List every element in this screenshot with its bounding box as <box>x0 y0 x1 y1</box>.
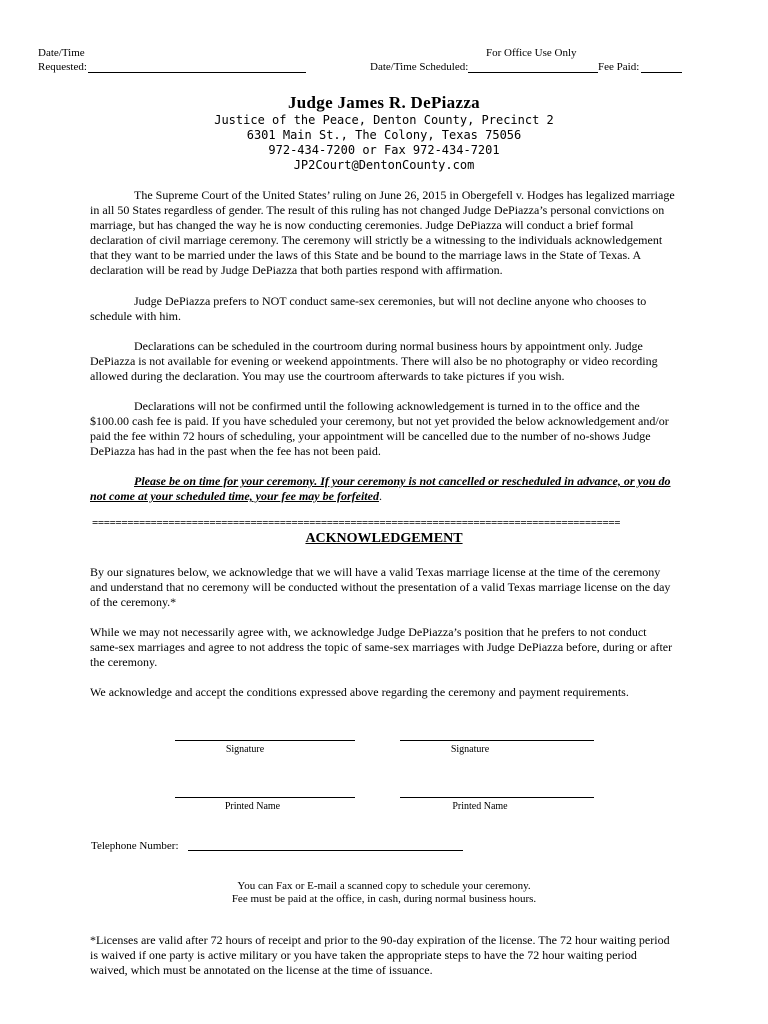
scheduled-field[interactable] <box>468 72 598 73</box>
requested-label: Requested: <box>38 61 87 73</box>
court-name: Justice of the Peace, Denton County, Precinct 2 <box>214 113 554 127</box>
court-phone: 972-434-7200 or Fax 972-434-7201 <box>268 143 500 157</box>
printed-name-line-1[interactable] <box>175 797 355 798</box>
printed-name-line-2[interactable] <box>400 797 594 798</box>
judge-title: Judge James R. DePiazza <box>288 93 480 112</box>
paragraph-warning <box>90 474 675 504</box>
court-address: 6301 Main St., The Colony, Texas 75056 <box>246 128 522 142</box>
requested-field[interactable] <box>88 72 306 73</box>
warning-period: . <box>378 489 382 503</box>
fee-note: Fee must be paid at the office, in cash, during normal business hours. <box>231 893 537 905</box>
paragraph-preference: Judge DePiazza prefers to NOT conduct same-sex ceremonies, but will not decline anyone who chooses to schedule with him. <box>90 294 647 323</box>
court-email: JP2Court@DentonCounty.com <box>293 158 475 172</box>
warning-text: Please be on time for your ceremony. If your ceremony is not cancelled or rescheduled in advance, or you do not come at your scheduled time, your fee may be forfeited <box>90 474 671 503</box>
paragraph-confirmation: Declarations will not be confirmed until the following acknowledgement is turned in to the office and the $100.00 cash fee is paid. If you have scheduled your ceremony, but not yet provided the below acknowledgement and/or paid the fee within 72 hours of scheduling, your appointment will be cancelled due to the number of no-shows Judge DePiazza has had in the past when the fee has not been paid. <box>90 399 669 458</box>
signature-label-1: Signature <box>225 744 265 755</box>
fee-paid-field[interactable] <box>641 72 682 73</box>
printed-name-label-1: Printed Name <box>224 801 281 812</box>
ack-license: By our signatures below, we acknowledge that we will have a valid Texas marriage license at the time of the ceremony and understand that no ceremony will be conducted without the presentation of a valid Texas marriage license on the day of the ceremony.* <box>90 565 671 609</box>
signature-line-1[interactable] <box>175 740 355 741</box>
printed-name-label-2: Printed Name <box>452 801 508 812</box>
date-time-label: Date/Time <box>38 47 85 59</box>
acknowledgement-heading: ACKNOWLEDGEMENT <box>305 531 463 546</box>
separator-line: ========================================================================================== <box>92 517 621 529</box>
signature-line-2[interactable] <box>400 740 594 741</box>
license-footnote: *Licenses are valid after 72 hours of receipt and prior to the 90-day expiration of the license. The 72 hour waiting period is waived if one party is active military or you have taken the appropriate steps to have the 72 hour waiting period waived, which must be annotated on the license at the time of issuance. <box>90 933 670 977</box>
scheduled-label: Date/Time Scheduled: <box>370 61 469 73</box>
fax-note: You can Fax or E-mail a scanned copy to schedule your ceremony. <box>237 880 531 892</box>
paragraph-ruling: The Supreme Court of the United States’ ruling on June 26, 2015 in Obergefell v. Hodges has legalized marriage in all 50 States regardless of gender. The result of this ruling has not changed Judge DePiazza’s personal convictions on marriage, but has changed the way he is now conducting ceremonies. Judge DePiazza will conduct a brief formal declaration of civil marriage ceremony. The ceremony will strictly be a witnessing to the individuals acknowledgement that they want to be married under the laws of this State and be bound to the marriage laws in the State of Texas. A declaration will be read by Judge DePiazza that both parties respond with affirmation. <box>90 188 675 277</box>
telephone-label: Telephone Number: <box>91 840 179 852</box>
ack-position: While we may not necessarily agree with, we acknowledge Judge DePiazza’s position that he prefers to not conduct same-sex marriages and agree to not address the topic of same-sex marriages with Judge DePiazza before, during or after the ceremony. <box>90 625 673 669</box>
telephone-field[interactable] <box>188 850 463 851</box>
paragraph-scheduling: Declarations can be scheduled in the courtroom during normal business hours by appointment only. Judge DePiazza is not available for evening or weekend appointments. There will also be no photography or video recording allowed during the declaration. You may use the courtroom afterwards to take pictures if you wish. <box>90 339 658 383</box>
ack-conditions: We acknowledge and accept the conditions expressed above regarding the ceremony and payment requirements. <box>90 685 629 699</box>
office-use-label: For Office Use Only <box>486 47 577 59</box>
fee-paid-label: Fee Paid: <box>598 61 640 73</box>
signature-label-2: Signature <box>450 744 490 755</box>
